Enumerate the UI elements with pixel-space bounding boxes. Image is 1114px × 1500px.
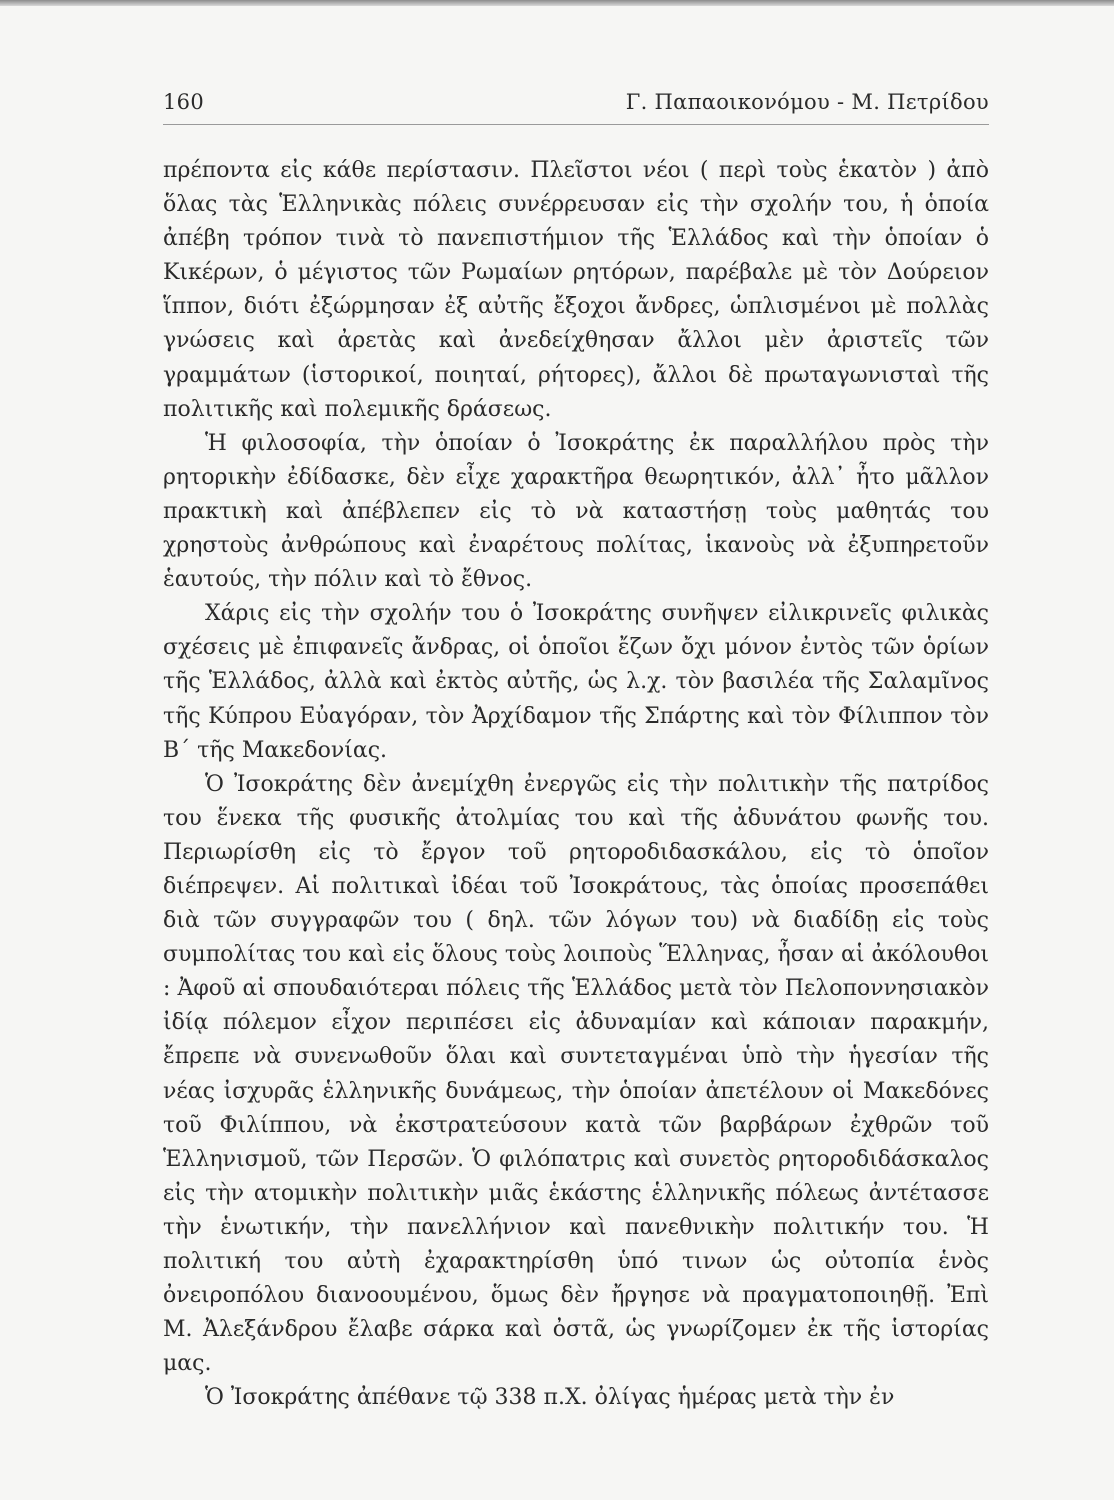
paragraph-4: Ὁ Ἰσοκράτης δὲν ἀνεμίχθη ἐνεργῶς εἰς τὴν πολιτικὴν τῆς πατρίδος του ἕνεκα τῆς φυσικῆς ἀτολμίας του καὶ τῆς ἀδυνάτου φωνῆς του. Περιωρίσθη εἰς τὸ ἔργον τοῦ ρητοροδιδασκάλου, εἰς τὸ ὁποῖον διέπρεψεν. Αἱ πολιτικαὶ ἰδέαι τοῦ Ἰσοκράτους, τὰς ὁποίας προσεπάθει διὰ τῶν συγγραφῶν του ( δηλ. τῶν λόγων του) νὰ διαδίδῃ εἰς τοὺς συμπολίτας του καὶ εἰς ὅλους τοὺς λοιποὺς Ἕλληνας, ἦσαν αἱ ἀκόλουθοι : Ἀφοῦ αἱ σπουδαιότεραι πόλεις τῆς Ἑλλάδος μετὰ τὸν Πελοποννησιακὸν ἰδίᾳ πόλεμον εἶχον περιπέσει εἰς ἀδυναμίαν καὶ κάποιαν παρακμήν, ἔπρεπε νὰ συνενωθοῦν ὅλαι καὶ συντεταγμέναι ὑπὸ τὴν ἡγεσίαν τῆς νέας ἰσχυρᾶς ἑλληνικῆς δυνάμεως, τὴν ὁποίαν ἀπετέλουν οἱ Μακεδόνες τοῦ Φιλίππου, νὰ ἐκστρατεύσουν κατὰ τῶν βαρβάρων ἐχθρῶν τοῦ Ἑλληνισμοῦ, τῶν Περσῶν. Ὁ φιλόπατρις καὶ συνετὸς ρητοροδιδάσκαλος εἰς τὴν ατομικὴν πολιτικὴν μιᾶς ἑκάστης ἑλληνικῆς πόλεως ἀντέτασσε τὴν ἑνωτικήν, τὴν πανελλήνιον καὶ πανεθνικὴν πολιτικήν του. Ἡ πολιτική του αὐτὴ ἐχαρακτηρίσθη ὑπό τινων ὡς οὐτοπία ἑνὸς ὀνειροπόλου διανοουμένου, ὅμως δὲν ἤργησε νὰ πραγματοποιηθῇ. Ἐπὶ Μ. Ἀλεξάνδρου ἔλαβε σάρκα καὶ ὀστᾶ, ὡς γνωρίζομεν ἐκ τῆς ἱστορίας μας. (163, 771, 989, 1377)
page-number: 160 (163, 90, 204, 114)
paragraph-5: Ὁ Ἰσοκράτης ἀπέθανε τῷ 338 π.Χ. ὀλίγας ἡμέρας μετὰ τὴν ἐν (205, 1385, 895, 1411)
running-header (163, 90, 989, 120)
header-rule (163, 124, 989, 125)
scan-top-edge (0, 0, 1114, 6)
paragraph-1: πρέποντα εἰς κάθε περίστασιν. Πλεῖστοι νέοι ( περὶ τοὺς ἑκατὸν ) ἀπὸ ὅλας τὰς Ἑλληνικὰς πόλεις συνέρρευσαν εἰς τὴν σχολήν του, ἡ ὁποία ἀπέβη τρόπον τινὰ τὸ πανεπιστήμιον τῆς Ἑλλάδος καὶ τὴν ὁποίαν ὁ Κικέρων, ὁ μέγιστος τῶν Ρωμαίων ρητόρων, παρέβαλε μὲ τὸν Δούρειον ἵππον, διότι ἐξώρμησαν ἐξ αὐτῆς ἔξοχοι ἄνδρες, ὡπλισμένοι μὲ πολλὰς γνώσεις καὶ ἀρετὰς καὶ ἀνεδείχθησαν ἄλλοι μὲν ἀριστεῖς τῶν γραμμάτων (ἱστορικοί, ποιηταί, ρήτορες), ἄλλοι δὲ πρωταγωνισταὶ τῆς πολιτικῆς καὶ πολεμικῆς δράσεως. (163, 158, 989, 422)
paragraph-3: Χάρις εἰς τὴν σχολήν του ὁ Ἰσοκράτης συνῆψεν εἰλικρινεῖς φιλικὰς σχέσεις μὲ ἐπιφανεῖς ἄνδρας, οἱ ὁποῖοι ἔζων ὄχι μόνον ἐντὸς τῶν ὁρίων τῆς Ἑλλάδος, ἀλλὰ καὶ ἐκτὸς αὐτῆς, ὡς λ.χ. τὸν βασιλέα τῆς Σαλαμῖνος τῆς Κύπρου Εὐαγόραν, τὸν Ἀρχίδαμον τῆς Σπάρτης καὶ τὸν Φίλιππον τὸν Β΄ τῆς Μακεδονίας. (163, 601, 989, 763)
running-header-authors: Γ. Παπαοικονόμου - Μ. Πετρίδου (625, 90, 989, 114)
page-body (163, 154, 989, 1415)
paragraph-2: Ἡ φιλοσοφία, τὴν ὁποίαν ὁ Ἰσοκράτης ἐκ παραλλήλου πρὸς τὴν ρητορικὴν ἐδίδασκε, δὲν εἶχε χαρακτῆρα θεωρητικόν, ἀλλ᾽ ἦτο μᾶλλον πρακτικὴ καὶ ἀπέβλεπεν εἰς τὸ νὰ καταστήσῃ τοὺς μαθητάς του χρηστοὺς ἀνθρώπους καὶ ἐναρέτους πολίτας, ἱκανοὺς νὰ ἐξυπηρετοῦν ἑαυτούς, τὴν πόλιν καὶ τὸ ἔθνος. (163, 430, 989, 593)
